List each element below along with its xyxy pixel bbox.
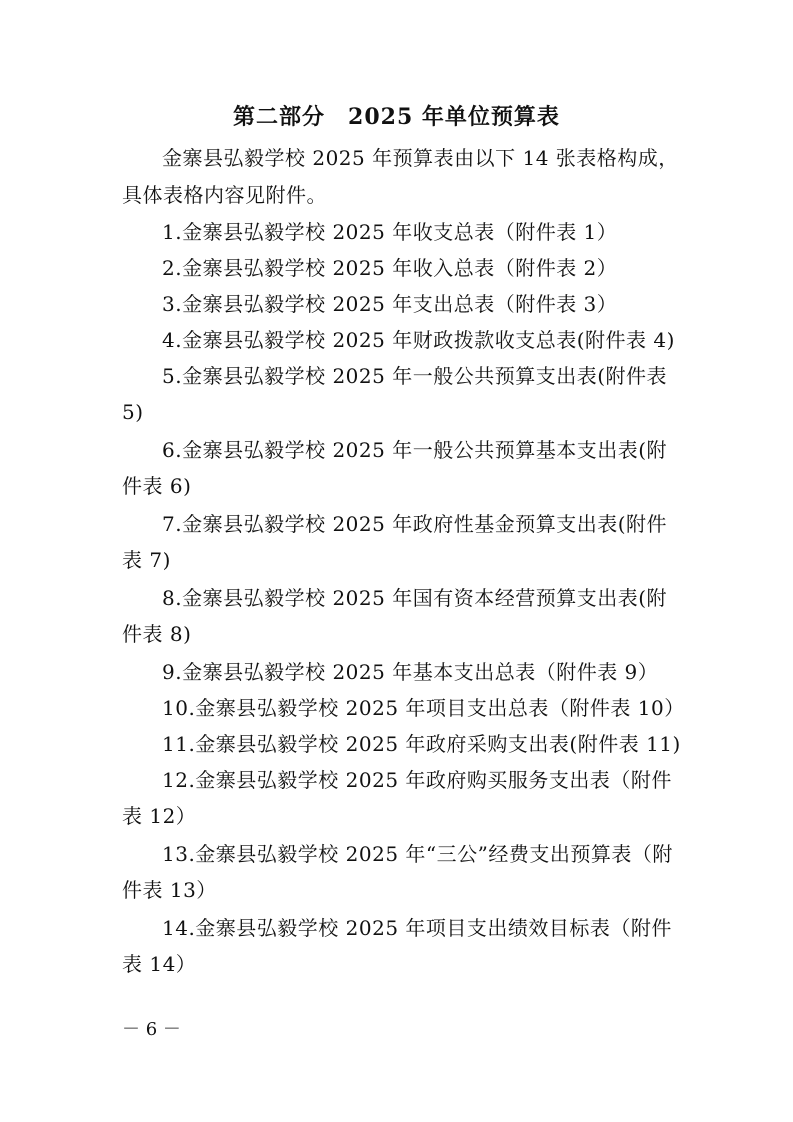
list-item: 2.金寨县弘毅学校 2025 年收入总表（附件表 2）	[162, 256, 618, 280]
list-item: 5.金寨县弘毅学校 2025 年一般公共预算支出表(附件表 5)	[122, 364, 667, 424]
list-item: 12.金寨县弘毅学校 2025 年政府购买服务支出表（附件表 12）	[122, 768, 672, 828]
page-title: 第二部分 2025 年单位预算表	[233, 104, 560, 130]
table-list	[122, 214, 685, 984]
list-item: 14.金寨县弘毅学校 2025 年项目支出绩效目标表（附件表 14）	[122, 916, 672, 976]
list-item: 1.金寨县弘毅学校 2025 年收支总表（附件表 1）	[162, 220, 618, 244]
list-item: 4.金寨县弘毅学校 2025 年财政拨款收支总表(附件表 4)	[162, 328, 675, 352]
intro-paragraph: 金寨县弘毅学校 2025 年预算表由以下 14 张表格构成，具体表格内容见附件。	[122, 146, 679, 207]
list-item: 10.金寨县弘毅学校 2025 年项目支出总表（附件表 10）	[162, 696, 685, 720]
list-item: 9.金寨县弘毅学校 2025 年基本支出总表（附件表 9）	[162, 660, 659, 684]
list-item: 13.金寨县弘毅学校 2025 年“三公”经费支出预算表（附件表 13）	[122, 842, 673, 902]
list-item: 3.金寨县弘毅学校 2025 年支出总表（附件表 3）	[162, 292, 618, 316]
page-number: － 6 －	[122, 1019, 181, 1040]
list-item: 11.金寨县弘毅学校 2025 年政府采购支出表(附件表 11)	[162, 732, 681, 756]
list-item: 7.金寨县弘毅学校 2025 年政府性基金预算支出表(附件表 7)	[122, 512, 667, 572]
list-item: 8.金寨县弘毅学校 2025 年国有资本经营预算支出表(附件表 8)	[122, 586, 667, 646]
list-item: 6.金寨县弘毅学校 2025 年一般公共预算基本支出表(附件表 6)	[122, 438, 667, 498]
